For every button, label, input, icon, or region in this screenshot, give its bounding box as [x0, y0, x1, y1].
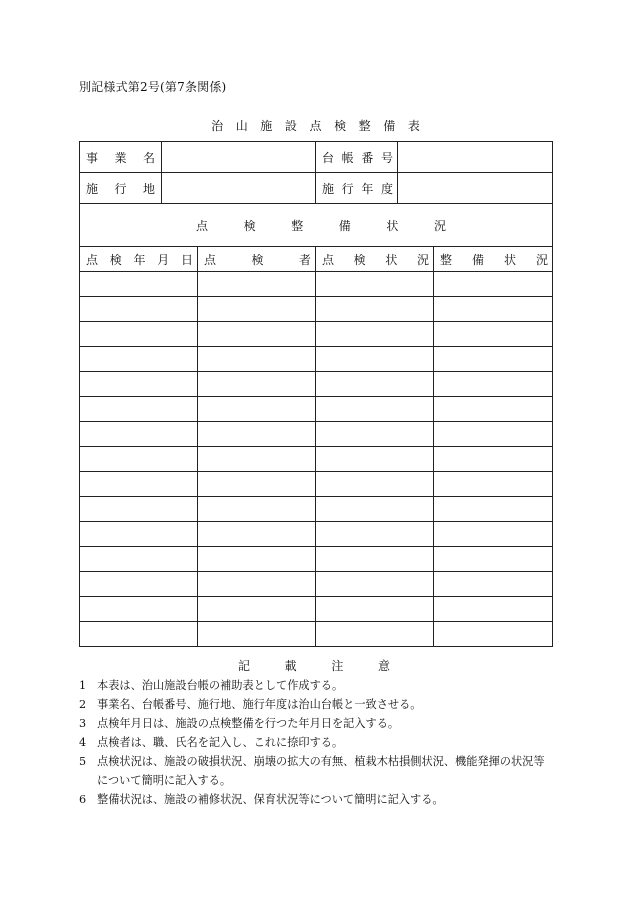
column-header — [80, 247, 198, 272]
table-cell[interactable] — [316, 472, 434, 497]
note-number: 5 — [79, 755, 87, 768]
table-cell[interactable] — [80, 422, 198, 447]
status-title-char: 点 — [196, 218, 209, 233]
table-cell[interactable] — [316, 572, 434, 597]
table-cell[interactable] — [316, 422, 434, 447]
table-cell[interactable] — [198, 597, 316, 622]
note-text: 整備状況は、施設の補修状況、保育状況等について簡明に記入する。 — [97, 793, 444, 806]
site-field[interactable] — [162, 173, 316, 204]
title-char: 施 — [260, 119, 273, 133]
table-cell[interactable] — [434, 422, 553, 447]
table-cell[interactable] — [198, 572, 316, 597]
table-cell[interactable] — [434, 297, 553, 322]
table-cell[interactable] — [198, 322, 316, 347]
notes-title-char: 注 — [331, 659, 344, 673]
column-header-char: 検 — [251, 252, 264, 267]
column-header-char: 点 — [86, 252, 99, 267]
project-name-label-char: 事 — [86, 150, 99, 165]
table-cell[interactable] — [198, 422, 316, 447]
column-header — [198, 247, 316, 272]
note-number: 3 — [79, 717, 87, 730]
table-cell[interactable] — [316, 522, 434, 547]
year-field[interactable] — [398, 173, 553, 204]
table-cell[interactable] — [198, 272, 316, 297]
table-row — [80, 272, 553, 297]
note-number: 4 — [79, 736, 87, 749]
table-cell[interactable] — [316, 397, 434, 422]
title-char: 点 — [309, 119, 322, 133]
site-label-char: 施 — [86, 181, 99, 196]
project-name-label-char: 名 — [142, 150, 155, 165]
table-cell[interactable] — [80, 397, 198, 422]
notes-list — [79, 676, 552, 809]
table-cell[interactable] — [80, 522, 198, 547]
table-row — [80, 497, 553, 522]
form-reference: 別記様式第2号(第7条関係) — [79, 80, 227, 94]
column-header-char: 況 — [416, 252, 429, 267]
table-cell[interactable] — [316, 622, 434, 647]
project-name-field[interactable] — [162, 142, 316, 173]
table-cell[interactable] — [80, 547, 198, 572]
ledger-no-label — [316, 142, 398, 173]
table-cell[interactable] — [80, 272, 198, 297]
table-cell[interactable] — [434, 622, 553, 647]
title-char: 表 — [407, 119, 420, 133]
table-row — [80, 522, 553, 547]
ledger-no-label-char: 台 — [322, 150, 335, 165]
table-row — [80, 597, 553, 622]
column-header-char: 月 — [157, 252, 170, 267]
note-text: 本表は、治山施設台帳の補助表として作成する。 — [97, 679, 344, 692]
table-row — [80, 372, 553, 397]
status-title-char: 備 — [338, 218, 351, 233]
table-cell[interactable] — [80, 597, 198, 622]
year-label-char: 行 — [341, 181, 354, 196]
table-row — [80, 547, 553, 572]
note-item — [79, 714, 552, 733]
note-text: 事業名、台帳番号、施行地、施行年度は治山台帳と一致させる。 — [97, 698, 422, 711]
column-header — [434, 247, 553, 272]
table-cell[interactable] — [434, 322, 553, 347]
table-cell[interactable] — [198, 447, 316, 472]
column-header — [316, 247, 434, 272]
title-char: 検 — [334, 119, 347, 133]
year-label-char: 施 — [322, 181, 335, 196]
column-header-char: 日 — [180, 252, 193, 267]
table-cell[interactable] — [316, 447, 434, 472]
column-header-char: 年 — [133, 252, 146, 267]
table-cell[interactable] — [316, 272, 434, 297]
project-name-label-char: 業 — [114, 150, 127, 165]
column-header-char: 状 — [385, 252, 398, 267]
table-cell[interactable] — [198, 497, 316, 522]
ledger-no-label-char: 番 — [361, 150, 374, 165]
table-cell[interactable] — [198, 297, 316, 322]
table-cell[interactable] — [80, 497, 198, 522]
project-name-label — [80, 142, 162, 173]
table-cell[interactable] — [316, 372, 434, 397]
table-cell[interactable] — [80, 447, 198, 472]
table-cell[interactable] — [316, 347, 434, 372]
table-cell[interactable] — [80, 472, 198, 497]
site-label-char: 行 — [114, 181, 127, 196]
ledger-no-label-char: 帳 — [341, 150, 354, 165]
ledger-no-field[interactable] — [398, 142, 553, 173]
table-cell[interactable] — [316, 322, 434, 347]
inspection-table — [79, 141, 553, 647]
title-char: 治 — [211, 119, 224, 133]
table-cell[interactable] — [80, 347, 198, 372]
column-header-char: 況 — [535, 252, 548, 267]
table-cell[interactable] — [198, 347, 316, 372]
table-cell[interactable] — [434, 522, 553, 547]
table-cell[interactable] — [434, 372, 553, 397]
table-cell[interactable] — [434, 397, 553, 422]
table-cell[interactable] — [316, 497, 434, 522]
table-cell[interactable] — [80, 297, 198, 322]
table-cell[interactable] — [434, 572, 553, 597]
table-cell[interactable] — [434, 547, 553, 572]
note-text: 点検年月日は、施設の点検整備を行つた年月日を記入する。 — [97, 717, 400, 730]
table-cell[interactable] — [434, 447, 553, 472]
note-item — [79, 752, 552, 790]
year-label — [316, 173, 398, 204]
title-char: 山 — [235, 119, 248, 133]
table-cell[interactable] — [198, 397, 316, 422]
page-title — [79, 117, 552, 134]
note-item — [79, 695, 552, 714]
table-row — [80, 397, 553, 422]
table-row — [80, 422, 553, 447]
notes-title-char: 載 — [284, 659, 297, 673]
table-row — [80, 622, 553, 647]
note-text: 点検状況は、施設の破損状況、崩壊の拡大の有無、植栽木枯損側状況、機能発揮の状況等について簡明に記入する。 — [97, 755, 545, 787]
notes-title-char: 意 — [377, 659, 390, 673]
status-title-char: 整 — [291, 218, 304, 233]
ledger-no-label-char: 号 — [380, 150, 393, 165]
year-label-char: 度 — [380, 181, 393, 196]
table-row — [80, 572, 553, 597]
table-cell[interactable] — [80, 322, 198, 347]
site-label — [80, 173, 162, 204]
column-header-char: 備 — [471, 252, 484, 267]
note-item — [79, 733, 552, 752]
table-cell[interactable] — [80, 622, 198, 647]
note-number: 2 — [79, 698, 87, 711]
table-cell[interactable] — [80, 372, 198, 397]
site-label-char: 地 — [142, 181, 155, 196]
table-row — [80, 447, 553, 472]
column-header-char: 整 — [440, 252, 453, 267]
notes-title-char: 記 — [238, 659, 251, 673]
table-cell[interactable] — [198, 547, 316, 572]
title-char: 整 — [358, 119, 371, 133]
status-title-char: 状 — [386, 218, 399, 233]
table-row — [80, 322, 553, 347]
table-cell[interactable] — [316, 297, 434, 322]
column-header-char: 検 — [109, 252, 122, 267]
title-char: 設 — [284, 119, 297, 133]
column-header-char: 点 — [322, 252, 335, 267]
table-cell[interactable] — [316, 597, 434, 622]
note-item — [79, 676, 552, 695]
column-header-char: 検 — [353, 252, 366, 267]
table-cell[interactable] — [198, 522, 316, 547]
note-number: 6 — [79, 793, 87, 806]
note-item — [79, 790, 552, 809]
table-cell[interactable] — [80, 572, 198, 597]
table-cell[interactable] — [434, 472, 553, 497]
table-row — [80, 297, 553, 322]
table-cell[interactable] — [434, 347, 553, 372]
table-row — [80, 472, 553, 497]
column-header-char: 者 — [298, 252, 311, 267]
table-cell[interactable] — [198, 372, 316, 397]
table-cell[interactable] — [198, 472, 316, 497]
status-title — [80, 204, 553, 247]
title-char: 備 — [383, 119, 396, 133]
note-number: 1 — [79, 679, 87, 692]
column-header-char: 点 — [204, 252, 217, 267]
note-text: 点検者は、職、氏名を記入し、これに捺印する。 — [97, 736, 344, 749]
table-cell[interactable] — [434, 597, 553, 622]
year-label-char: 年 — [361, 181, 374, 196]
table-cell[interactable] — [434, 497, 553, 522]
status-title-char: 況 — [433, 218, 446, 233]
table-cell[interactable] — [198, 622, 316, 647]
status-title-char: 検 — [243, 218, 256, 233]
table-cell[interactable] — [316, 547, 434, 572]
table-cell[interactable] — [434, 272, 553, 297]
column-header-char: 状 — [503, 252, 516, 267]
notes-title — [79, 657, 552, 674]
table-row — [80, 347, 553, 372]
